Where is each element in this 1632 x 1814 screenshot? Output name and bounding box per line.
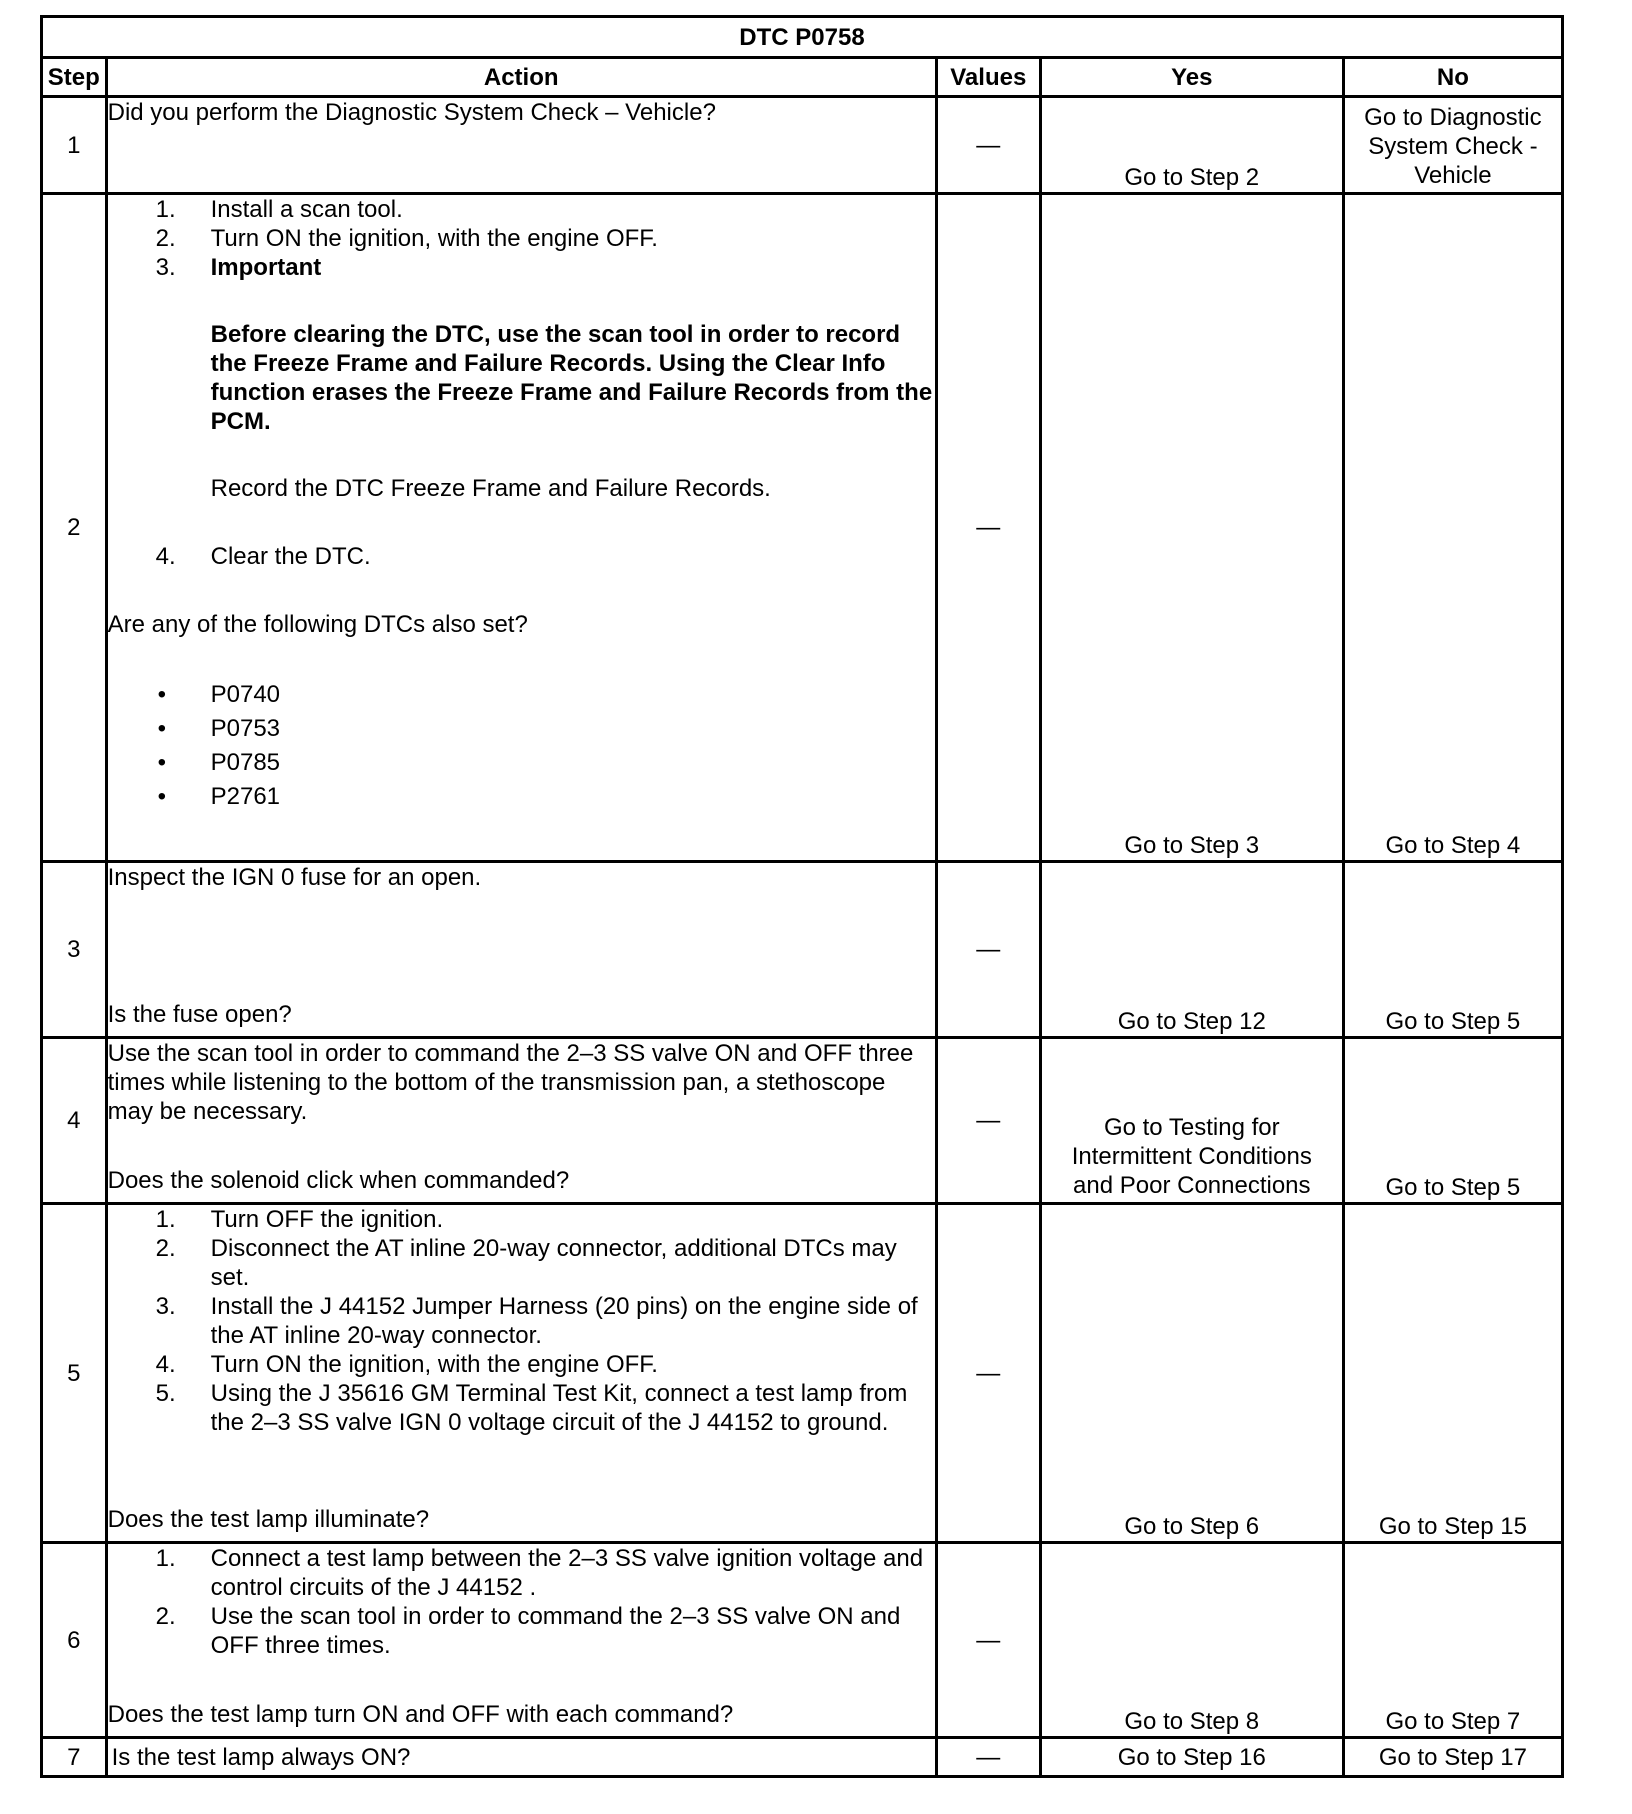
column-header-values: Values: [936, 58, 1040, 97]
action-cell: [106, 97, 936, 194]
no-cell: Go to Step 17: [1343, 1738, 1562, 1777]
question-text: Does the test lamp illuminate?: [107, 1506, 430, 1533]
table-row: [42, 1038, 1563, 1204]
yes-cell: Go to Step 3: [1040, 194, 1343, 862]
action-text: Did you perform the Diagnostic System Check – Vehicle?: [107, 99, 716, 126]
list-item: 1. Turn OFF the ignition.: [155, 1206, 444, 1233]
list-item: 5. Using the J 35616 GM Terminal Test Kit, connect a test lamp from the 2–3 SS valve IGN 0 voltage circuit of the J 44152 to ground.: [155, 1380, 908, 1436]
table-row: [42, 1204, 1563, 1543]
action-cell: [106, 1738, 936, 1777]
yes-cell: Go to Step 8: [1040, 1543, 1343, 1738]
yes-cell: Go to Step 6: [1040, 1204, 1343, 1543]
action-steps: [108, 542, 935, 571]
no-cell: Go to Step 4: [1343, 194, 1562, 862]
table-row: [42, 862, 1563, 1038]
yes-cell: Go to Step 2: [1040, 97, 1343, 194]
no-cell: Go to Step 15: [1343, 1204, 1562, 1543]
list-item: • P0753: [157, 715, 281, 742]
column-header-action: Action: [106, 58, 936, 97]
table-row: [42, 1543, 1563, 1738]
table-title: DTC P0758: [42, 17, 1563, 58]
values-cell: —: [936, 1204, 1040, 1543]
table-row: [42, 194, 1563, 862]
question-text: Is the fuse open?: [107, 1001, 292, 1028]
yes-cell: Go to Step 16: [1040, 1738, 1343, 1777]
list-item: 1. Connect a test lamp between the 2–3 SS valve ignition voltage and control circuits of the J 44152 .: [155, 1545, 924, 1601]
important-heading: Important: [210, 254, 322, 281]
list-item: • P0740: [157, 681, 281, 708]
list-item: 1. Install a scan tool.: [155, 196, 403, 223]
column-header-yes: Yes: [1040, 58, 1343, 97]
header-row: [42, 58, 1563, 97]
values-cell: —: [936, 1543, 1040, 1738]
list-item: 2. Disconnect the AT inline 20-way connector, additional DTCs may set.: [155, 1235, 897, 1291]
no-cell: Go to Diagnostic System Check - Vehicle: [1343, 97, 1562, 194]
action-steps: [108, 195, 935, 282]
question-text: Does the solenoid click when commanded?: [107, 1167, 570, 1194]
step-number: 2: [42, 194, 107, 862]
values-cell: —: [936, 862, 1040, 1038]
list-item: • P2761: [157, 783, 281, 810]
values-cell: —: [936, 194, 1040, 862]
action-cell: [106, 1543, 936, 1738]
list-item: 4. Clear the DTC.: [155, 543, 371, 570]
list-item: 3. Install the J 44152 Jumper Harness (20 pins) on the engine side of the AT inline 20-way connector.: [155, 1293, 918, 1349]
no-cell: Go to Step 5: [1343, 1038, 1562, 1204]
action-text: Inspect the IGN 0 fuse for an open.: [107, 864, 482, 891]
action-cell: [106, 862, 936, 1038]
table-row: [42, 97, 1563, 194]
yes-cell: Go to Step 12: [1040, 862, 1343, 1038]
values-cell: —: [936, 1038, 1040, 1204]
record-text: Record the DTC Freeze Frame and Failure Records.: [210, 475, 771, 502]
question-text: Are any of the following DTCs also set?: [107, 611, 528, 638]
question-text: Does the test lamp turn ON and OFF with each command?: [107, 1701, 734, 1728]
step-number: 5: [42, 1204, 107, 1543]
step-number: 4: [42, 1038, 107, 1204]
values-cell: —: [936, 1738, 1040, 1777]
action-cell: [106, 194, 936, 862]
list-item: 2. Turn ON the ignition, with the engine OFF.: [155, 225, 658, 252]
column-header-step: Step: [42, 58, 107, 97]
action-steps: [108, 1205, 935, 1437]
step-number: 7: [42, 1738, 107, 1777]
action-steps: [108, 1544, 935, 1660]
step-number: 3: [42, 862, 107, 1038]
list-item: 3. Important: [108, 253, 935, 282]
dtc-table: [40, 15, 1564, 1778]
important-note: Before clearing the DTC, use the scan tool in order to record the Freeze Frame and Failure Records. Using the Clear Info function erases the Freeze Frame and Failure Records from the PCM.: [210, 321, 933, 435]
no-cell: Go to Step 5: [1343, 862, 1562, 1038]
values-cell: —: [936, 97, 1040, 194]
action-cell: [106, 1038, 936, 1204]
step-number: 1: [42, 97, 107, 194]
dtc-list: [108, 678, 935, 814]
step-number: 6: [42, 1543, 107, 1738]
action-cell: [106, 1204, 936, 1543]
list-item: 2. Use the scan tool in order to command the 2–3 SS valve ON and OFF three times.: [155, 1603, 901, 1659]
action-text: Is the test lamp always ON?: [111, 1743, 411, 1771]
column-header-no: No: [1343, 58, 1562, 97]
table-row: [42, 1738, 1563, 1777]
list-item: 4. Turn ON the ignition, with the engine OFF.: [155, 1351, 658, 1378]
action-text: Use the scan tool in order to command the 2–3 SS valve ON and OFF three times while listening to the bottom of the transmission pan, a stethoscope may be necessary.: [107, 1040, 914, 1125]
no-cell: Go to Step 7: [1343, 1543, 1562, 1738]
yes-cell: Go to Testing for Intermittent Conditions and Poor Connections: [1040, 1038, 1343, 1204]
list-item: • P0785: [157, 749, 281, 776]
